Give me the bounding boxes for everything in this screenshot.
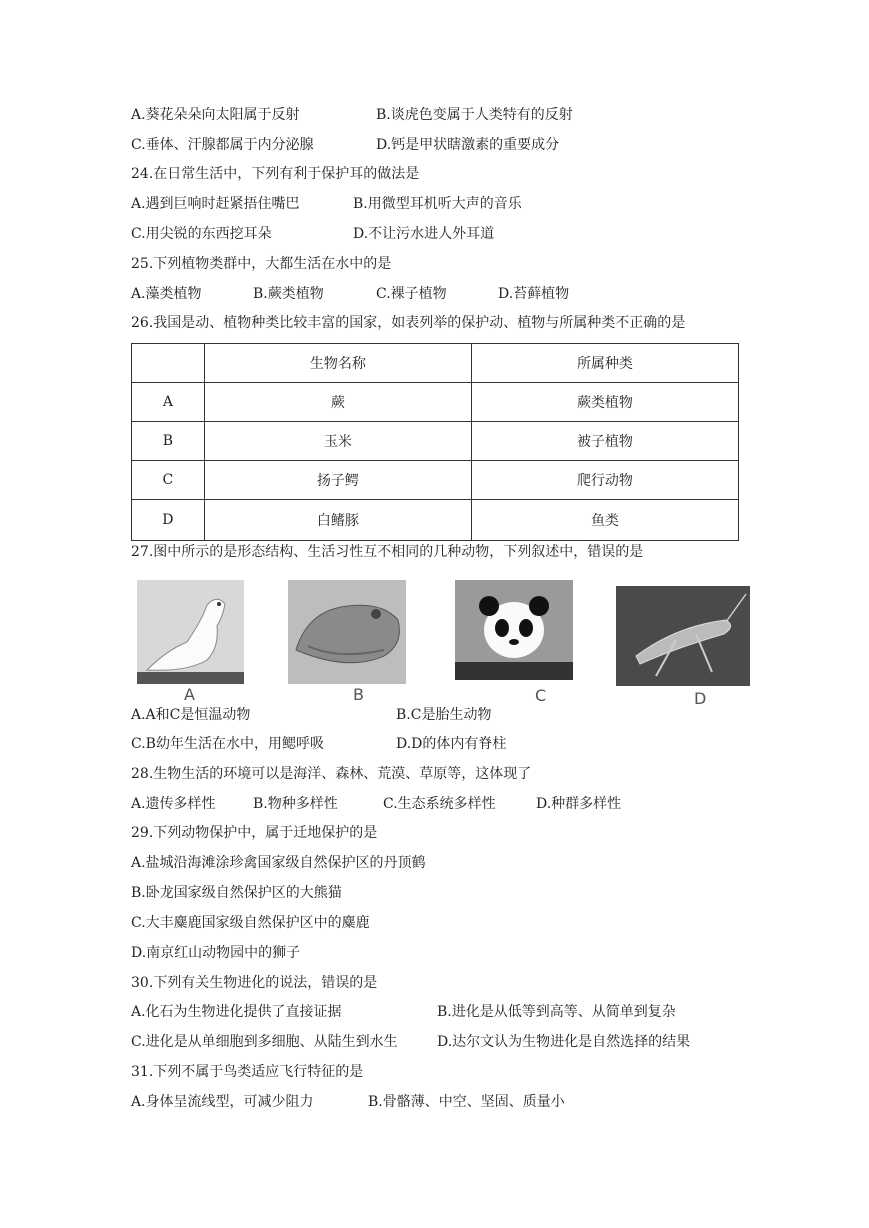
- table-cell: B: [132, 422, 205, 461]
- table-cell: C: [132, 461, 205, 500]
- q30-option-a: A.化石为生物进化提供了直接证据: [131, 1004, 342, 1020]
- q28-option-d: D.种群多样性: [536, 796, 622, 812]
- q27-option-c: C.B幼年生活在水中，用鳃呼吸: [131, 736, 324, 752]
- table-cell: D: [132, 500, 205, 541]
- grasshopper-icon: [616, 586, 750, 686]
- q29-option-c: C.大丰麋鹿国家级自然保护区中的麋鹿: [131, 915, 370, 931]
- q25-option-a: A.藻类植物: [131, 286, 202, 302]
- table-cell: 白鳍豚: [204, 500, 471, 541]
- table-cell: 扬子鳄: [204, 461, 471, 500]
- table-row: [132, 461, 739, 500]
- table-cell: 爬行动物: [471, 461, 738, 500]
- q27-option-b: B.C是胎生动物: [396, 707, 492, 723]
- q27-option-d: D.D的体内有脊柱: [396, 736, 507, 752]
- q25-option-c: C.裸子植物: [376, 286, 447, 302]
- table-header-cell: 所属种类: [471, 344, 738, 383]
- frog-photo: [288, 580, 406, 684]
- table-cell: 鱼类: [471, 500, 738, 541]
- table-cell: 玉米: [204, 422, 471, 461]
- pigeon-icon: [137, 580, 244, 684]
- image-label-a: A: [184, 685, 195, 704]
- q25-stem: 25.下列植物类群中，大都生活在水中的是: [131, 256, 392, 272]
- image-label-d: D: [694, 689, 707, 708]
- q23-option-a: A.葵花朵朵向太阳属于反射: [131, 107, 300, 123]
- q25-option-b: B.蕨类植物: [253, 286, 324, 302]
- table-cell: 蕨: [204, 383, 471, 422]
- q24-stem: 24.在日常生活中，下列有利于保护耳的做法是: [131, 166, 420, 182]
- q29-option-b: B.卧龙国家级自然保护区的大熊猫: [131, 885, 342, 901]
- table-row: [132, 422, 739, 461]
- q27-option-a: A.A和C是恒温动物: [131, 707, 251, 723]
- q30-option-c: C.进化是从单细胞到多细胞、从陆生到水生: [131, 1034, 398, 1050]
- q28-option-b: B.物种多样性: [253, 796, 338, 812]
- q23-option-d: D.钙是甲状瞎激素的重要成分: [376, 137, 560, 153]
- q24-option-d: D.不让污水进人外耳道: [353, 226, 495, 242]
- q31-option-a: A.身体呈流线型，可减少阻力: [131, 1094, 314, 1110]
- q24-option-a: A.遇到巨响时赶紧捂住嘴巴: [131, 196, 300, 212]
- table-row: [132, 383, 739, 422]
- q29-stem: 29.下列动物保护中，属于迁地保护的是: [131, 825, 378, 841]
- q28-stem: 28.生物生活的环境可以是海洋、森林、荒漠、草原等，这体现了: [131, 766, 532, 782]
- q26-stem: 26.我国是动、植物种类比较丰富的国家，如表列举的保护动、植物与所属种类不正确的是: [131, 315, 686, 331]
- q23-option-c: C.垂体、汗腺都属于内分泌腺: [131, 137, 314, 153]
- q29-option-d: D.南京红山动物园中的狮子: [131, 945, 301, 961]
- q28-option-a: A.遗传多样性: [131, 796, 216, 812]
- q24-option-c: C.用尖锐的东西挖耳朵: [131, 226, 272, 242]
- panda-photo: [455, 580, 573, 680]
- table-cell: 蕨类植物: [471, 383, 738, 422]
- table-header-cell: 生物名称: [204, 344, 471, 383]
- q23-option-b: B.谈虎色变属于人类特有的反射: [376, 107, 573, 123]
- q29-option-a: A.盐城沿海滩涂珍禽国家级自然保护区的丹顶鹤: [131, 855, 426, 871]
- pigeon-photo: [137, 580, 244, 684]
- image-label-b: B: [353, 685, 364, 704]
- q28-option-c: C.生态系统多样性: [383, 796, 496, 812]
- q30-stem: 30.下列有关生物进化的说法，错误的是: [131, 975, 378, 991]
- q30-option-b: B.进化是从低等到高等、从简单到复杂: [437, 1004, 676, 1020]
- species-table: [131, 343, 739, 541]
- q27-stem: 27.图中所示的是形态结构、生活习性互不相同的几种动物，下列叙述中，错误的是: [131, 544, 644, 560]
- q31-stem: 31.下列不属于鸟类适应飞行特征的是: [131, 1064, 364, 1080]
- frog-icon: [288, 580, 406, 684]
- q31-option-b: B.骨骼薄、中空、坚固、质量小: [368, 1094, 565, 1110]
- q30-option-d: D.达尔文认为生物进化是自然选择的结果: [437, 1034, 691, 1050]
- table-header-cell: [132, 344, 205, 383]
- grasshopper-photo: [616, 586, 750, 686]
- table-header-row: [132, 344, 739, 383]
- panda-icon: [455, 580, 573, 680]
- image-label-c: C: [535, 686, 547, 705]
- q25-option-d: D.苔藓植物: [498, 286, 570, 302]
- table-row: [132, 500, 739, 541]
- table-cell: 被子植物: [471, 422, 738, 461]
- q24-option-b: B.用微型耳机听大声的音乐: [353, 196, 522, 212]
- table-cell: A: [132, 383, 205, 422]
